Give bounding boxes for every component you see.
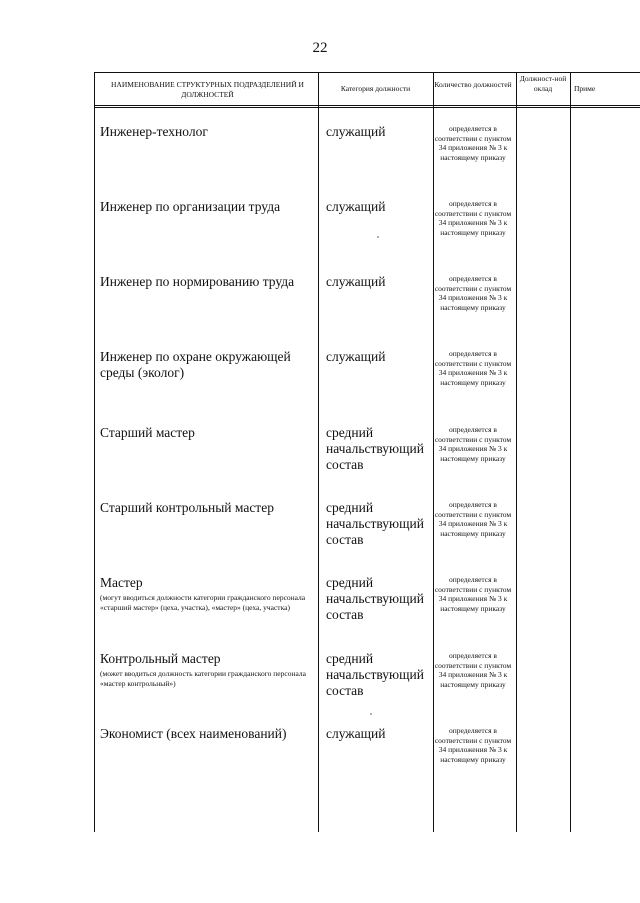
position-quantity: определяется в соответствии с пунктом 34 приложения № 3 к настоящему приказу (434, 425, 512, 463)
position-quantity: определяется в соответствии с пунктом 34 приложения № 3 к настоящему приказу (434, 274, 512, 312)
position-name: Инженер по организации труда (100, 199, 281, 214)
column-divider (570, 72, 571, 832)
position-quantity: определяется в соответствии с пунктом 34 приложения № 3 к настоящему приказу (434, 726, 512, 764)
header-category: Категория должности (340, 84, 411, 93)
position-name: Контрольный мастер (100, 651, 221, 666)
position-name-cell (100, 575, 315, 613)
position-name-cell (100, 124, 315, 140)
header-name: НАИМЕНОВАНИЕ СТРУКТУРНЫХ ПОДРАЗДЕЛЕНИЙ И ДОЛЖНОСТЕЙ (111, 80, 304, 99)
position-name-cell (100, 199, 315, 215)
position-note: (могут вводиться должности категории гражданского персонала «старший мастер» (цеха, участка), «мастер» (цеха, участка) (100, 593, 306, 612)
table-header-rule (94, 105, 640, 108)
position-name-cell (100, 726, 315, 742)
position-quantity: определяется в соответствии с пунктом 34 приложения № 3 к настоящему приказу (434, 500, 512, 538)
position-category: служащий (326, 349, 386, 364)
position-name: Старший мастер (100, 425, 195, 440)
column-divider (318, 72, 319, 832)
position-quantity: определяется в соответствии с пунктом 34 приложения № 3 к настоящему приказу (434, 575, 512, 613)
position-category: служащий (326, 726, 386, 741)
table-top-rule (94, 72, 640, 73)
position-quantity: определяется в соответствии с пунктом 34 приложения № 3 к настоящему приказу (434, 199, 512, 237)
position-name-cell (100, 651, 315, 689)
position-quantity: определяется в соответствии с пунктом 34 приложения № 3 к настоящему приказу (434, 349, 512, 387)
position-category: служащий (326, 274, 386, 289)
position-name: Инженер по охране окружающей среды (эколог) (100, 349, 291, 380)
position-name-cell (100, 349, 315, 381)
position-category: средний начальствующий состав (326, 425, 424, 472)
scan-speck (377, 236, 379, 238)
position-category: средний начальствующий состав (326, 651, 424, 698)
position-name: Инженер по нормированию труда (100, 274, 295, 289)
position-name-cell (100, 500, 315, 516)
position-name: Старший контрольный мастер (100, 500, 274, 515)
position-category: средний начальствующий состав (326, 575, 424, 622)
position-name: Инженер-технолог (100, 124, 208, 139)
position-category: служащий (326, 124, 386, 139)
position-category: средний начальствующий состав (326, 500, 424, 547)
position-name: Экономист (всех наименований) (100, 726, 287, 741)
header-quantity: Количество должностей (434, 80, 512, 89)
position-name: Мастер (100, 575, 143, 590)
header-salary: Должност-ной оклад (519, 74, 567, 93)
page-number: 22 (312, 40, 328, 56)
header-note: Приме (574, 84, 596, 93)
position-note: (может вводиться должность категории гражданского персонала «мастер контрольный») (100, 669, 306, 688)
column-divider (516, 72, 517, 832)
position-category: служащий (326, 199, 386, 214)
position-name-cell (100, 274, 315, 290)
position-quantity: определяется в соответствии с пунктом 34 приложения № 3 к настоящему приказу (434, 651, 512, 689)
position-quantity: определяется в соответствии с пунктом 34 приложения № 3 к настоящему приказу (434, 124, 512, 162)
scan-speck (370, 713, 372, 715)
column-divider (94, 72, 95, 832)
position-name-cell (100, 425, 315, 441)
